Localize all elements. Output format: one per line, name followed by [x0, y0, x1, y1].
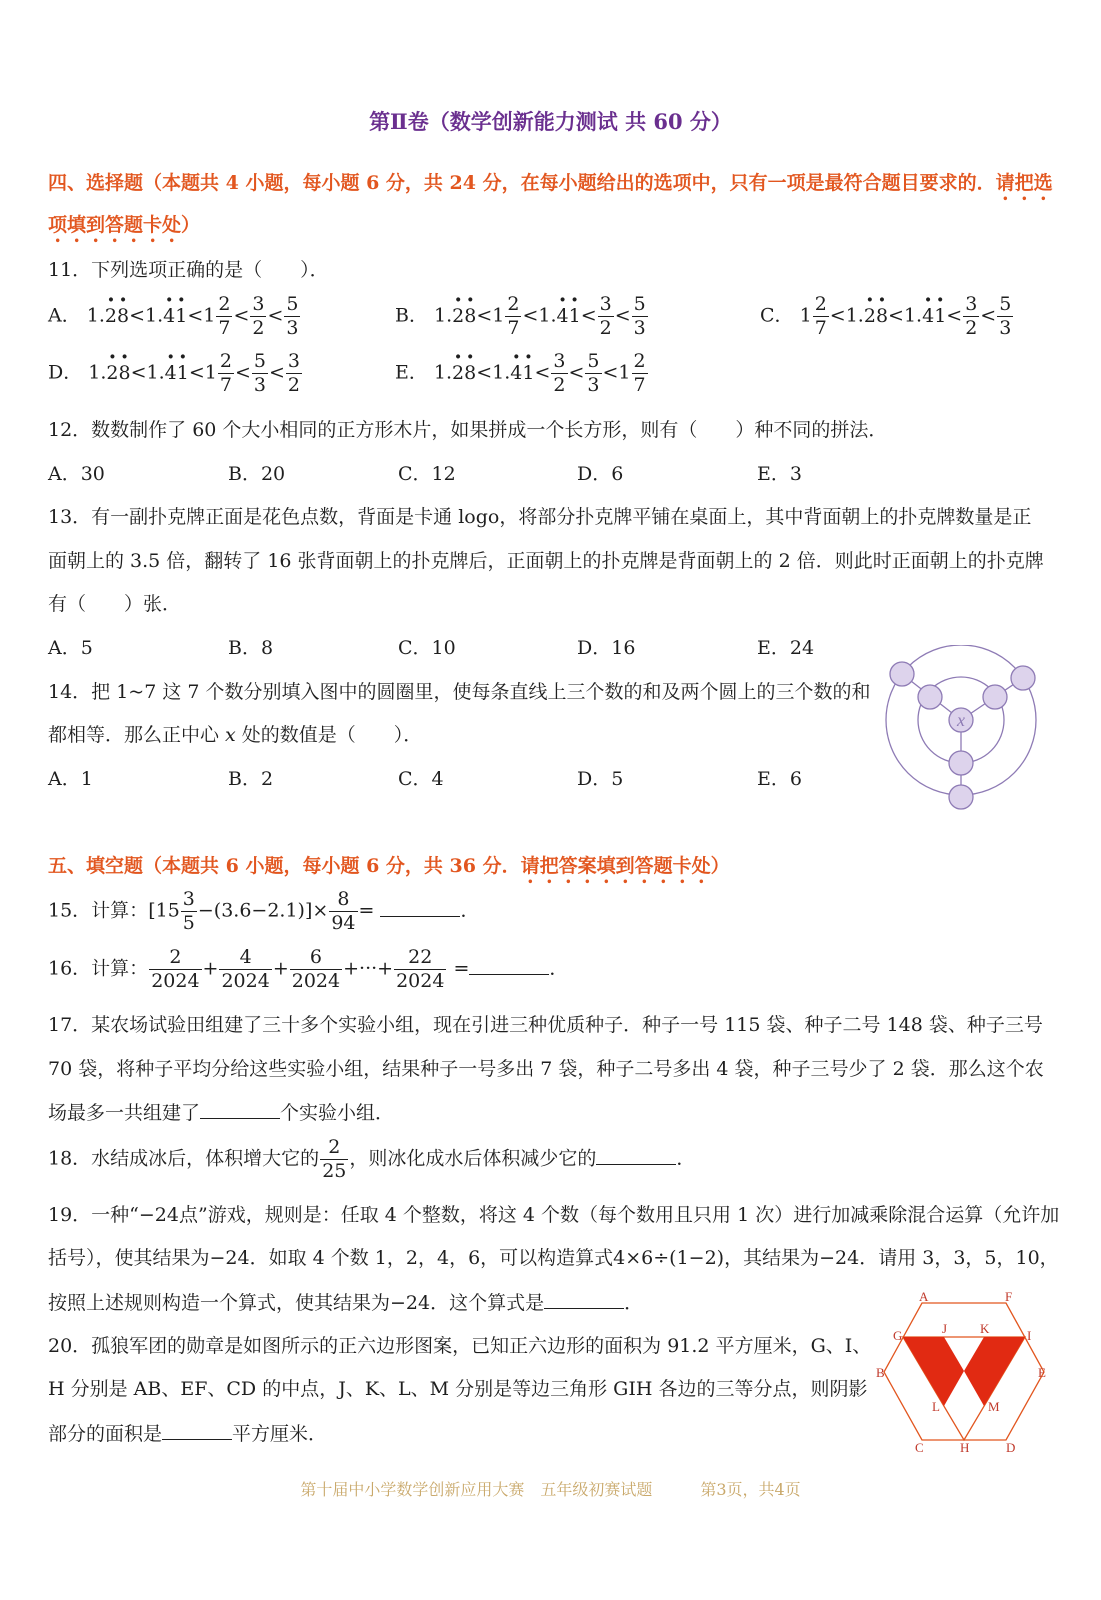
q13-line-3: 有（ ）张． [48, 593, 182, 615]
section-4-emph-2: 项填到答题卡处 [48, 214, 182, 236]
q11-option-b: B． 1.· 2· 8<1 $\frac{2}{7}$ <1.· 4· 1< $\frac{3}{2}$ < $\frac{5}{3}$ [395, 295, 649, 338]
svg-text:D: D [1006, 1440, 1016, 1455]
section-5-heading: 五、填空题（本题共 6 小题，每小题 6 分，共 36 分．请把答案填到答题卡处） [48, 855, 730, 877]
q11-option-c: C． 1 $\frac{2}{7}$ <1.· 2· 8<1.· 4· 1< $\frac{3}{2}$ < $\frac{5}{3}$ [760, 295, 1014, 338]
q20-answer-blank [162, 1421, 232, 1440]
q13-option-b: B．8 [228, 637, 274, 659]
svg-text:I: I [1027, 1328, 1032, 1343]
q12-option-a: A．30 [48, 463, 105, 485]
q14-circle-figure [880, 645, 1045, 815]
q12-option-b: B．20 [228, 463, 286, 485]
q14-line-2: 都相等．那么正中心 x 处的数值是（ ）． [48, 724, 423, 746]
q20-line-2: H 分别是 AB、EF、CD 的中点，J、K、L、M 分别是等边三角形 GIH 各边的三等分点，则阴影 [48, 1378, 868, 1400]
svg-text:F: F [1005, 1290, 1013, 1304]
svg-text:B: B [876, 1365, 885, 1380]
q14-node [949, 751, 973, 775]
q13-line-2: 面朝上的 3.5 倍，翻转了 16 张背面朝上的扑克牌后，正面朝上的扑克牌是背面朝上的 2 倍．则此时正面朝上的扑克牌 [48, 550, 1044, 572]
q12-option-e: E．3 [757, 463, 802, 485]
svg-text:E: E [1038, 1365, 1046, 1380]
q17-line-1: 17．某农场试验田组建了三十多个实验小组，现在引进三种优质种子．种子一号 115 袋、种子二号 148 袋、种子三号 [48, 1014, 1043, 1036]
section-4-heading [48, 168, 1053, 205]
section-4-close: ） [181, 214, 201, 236]
q14-node [918, 685, 942, 709]
q14-node [983, 685, 1007, 709]
q13-option-d: D．16 [577, 637, 636, 659]
q14-node [949, 785, 973, 809]
svg-text:M: M [988, 1399, 1000, 1414]
q13-option-e: E．24 [757, 637, 815, 659]
section-4-prefix: 四、选择题（本题共 4 小题，每小题 6 分，共 24 分，在每小题给出的选项中，只有一项是最符合题目要求的． [48, 172, 996, 194]
section-4-heading-cont [48, 210, 200, 247]
part-title: 第Ⅱ卷（数学创新能力测试 共 60 分） [369, 109, 732, 134]
q11-option-e: E． 1.· 2· 8<1.· 4· 1< $\frac{3}{2}$ < $\frac{5}{3}$ <1 $\frac{2}{7}$ [395, 352, 649, 395]
q15-line: 15．计算：[15 $\frac{3}{5}$ −(3.6−2.1)]× $\frac{8}{94}$ = ． [48, 888, 480, 934]
q17-line-3: 场最多一共组建了 个实验小组． [48, 1102, 395, 1124]
q11-stem: 11．下列选项正确的是（ ）． [48, 259, 329, 281]
q13-option-a: A．5 [48, 637, 93, 659]
q17-answer-blank [200, 1100, 280, 1119]
q14-node [1011, 666, 1035, 690]
svg-text:G: G [893, 1328, 903, 1343]
svg-text:C: C [915, 1440, 924, 1455]
svg-text:A: A [919, 1290, 929, 1304]
q14-option-d: D．5 [577, 768, 624, 790]
q14-line-1: 14．把 1~7 这 7 个数分别填入图中的圆圈里，使每条直线上三个数的和及两个圆上的三个数的和 [48, 681, 871, 703]
q12-stem: 12．数数制作了 60 个大小相同的正方形木片，如果拼成一个长方形，则有（ ）种不同的拼法． [48, 419, 888, 441]
q13-line-1: 13．有一副扑克牌正面是花色点数，背面是卡通 logo，将部分扑克牌平铺在桌面上，其中背面朝上的扑克牌数量是正 [48, 506, 1032, 528]
svg-text:H: H [960, 1440, 970, 1455]
svg-text:J: J [942, 1321, 948, 1336]
q14-node [890, 662, 914, 686]
svg-text:K: K [980, 1321, 990, 1336]
q20-line-3: 部分的面积是 平方厘米． [48, 1423, 328, 1445]
q14-option-e: E．6 [757, 768, 802, 790]
q11-option-d: D． 1.· 2· 8<1.· 4· 1<1 $\frac{2}{7}$ < $\frac{5}{3}$ < $\frac{3}{2}$ [48, 352, 303, 395]
q14-option-a: A．1 [48, 768, 93, 790]
q20-shaded-left [903, 1337, 964, 1406]
q16-answer-blank [469, 956, 549, 975]
section-5-emph: 请把答案填到答题卡处 [520, 855, 711, 877]
q12-option-d: D．6 [577, 463, 624, 485]
q18-answer-blank [596, 1146, 676, 1165]
q14-variable: x [225, 724, 236, 746]
q17-line-2: 70 袋，将种子平均分给这些实验小组，结果种子一号多出 7 袋，种子二号多出 4 袋，种子三号少了 2 袋．那么这个农 [48, 1058, 1044, 1080]
q16-line: 16．计算： $\frac{2}{2024}$ + $\frac{4}{2024}$ + $\frac{6}{2024}$ +···+ $\frac{22}{2024}$ = ． [48, 946, 569, 992]
q20-hexagon [884, 1303, 1044, 1440]
q19-line-2: 括号），使其结果为−24．如取 4 个数 1，2，4，6，可以构造算式4×6÷(1−2)，其结果为−24．请用 3，3，5，10， [48, 1247, 1059, 1269]
q18-line: 18．水结成冰后，体积增大它的 $\frac{2}{25}$ ，则冰化成水后体积减少它的 ． [48, 1136, 696, 1182]
q11-option-a: A． 1.· 2· 8<1.· 4· 1<1 $\frac{2}{7}$ < $\frac{3}{2}$ < $\frac{5}{3}$ [48, 295, 301, 338]
q19-line-1: 19．一种“−24点”游戏，规则是：任取 4 个整数，将这 4 个数（每个数用且只用 1 次）进行加减乘除混合运算（允许加 [48, 1204, 1060, 1226]
svg-text:L: L [932, 1399, 940, 1414]
q14-center-label: x [957, 710, 965, 730]
q14-option-c: C．4 [398, 768, 444, 790]
section-4-emph-1: 请把选 [995, 172, 1053, 194]
q15-answer-blank [380, 898, 460, 917]
q14-option-b: B．2 [228, 768, 274, 790]
page-footer: 第十届中小学数学创新应用大赛 五年级初赛试题 第3页，共4页 [300, 1480, 801, 1499]
q19-answer-blank [544, 1290, 624, 1309]
q12-option-c: C．12 [398, 463, 456, 485]
q20-shaded-right [964, 1337, 1025, 1406]
q20-hexagon-figure [872, 1290, 1052, 1455]
q19-line-3: 按照上述规则构造一个算式，使其结果为−24．这个算式是 ． [48, 1292, 644, 1314]
q13-option-c: C．10 [398, 637, 456, 659]
q20-line-1: 20．孤狼军团的勋章是如图所示的正六边形图案，已知正六边形的面积为 91.2 平方厘米，G、I、 [48, 1335, 872, 1357]
